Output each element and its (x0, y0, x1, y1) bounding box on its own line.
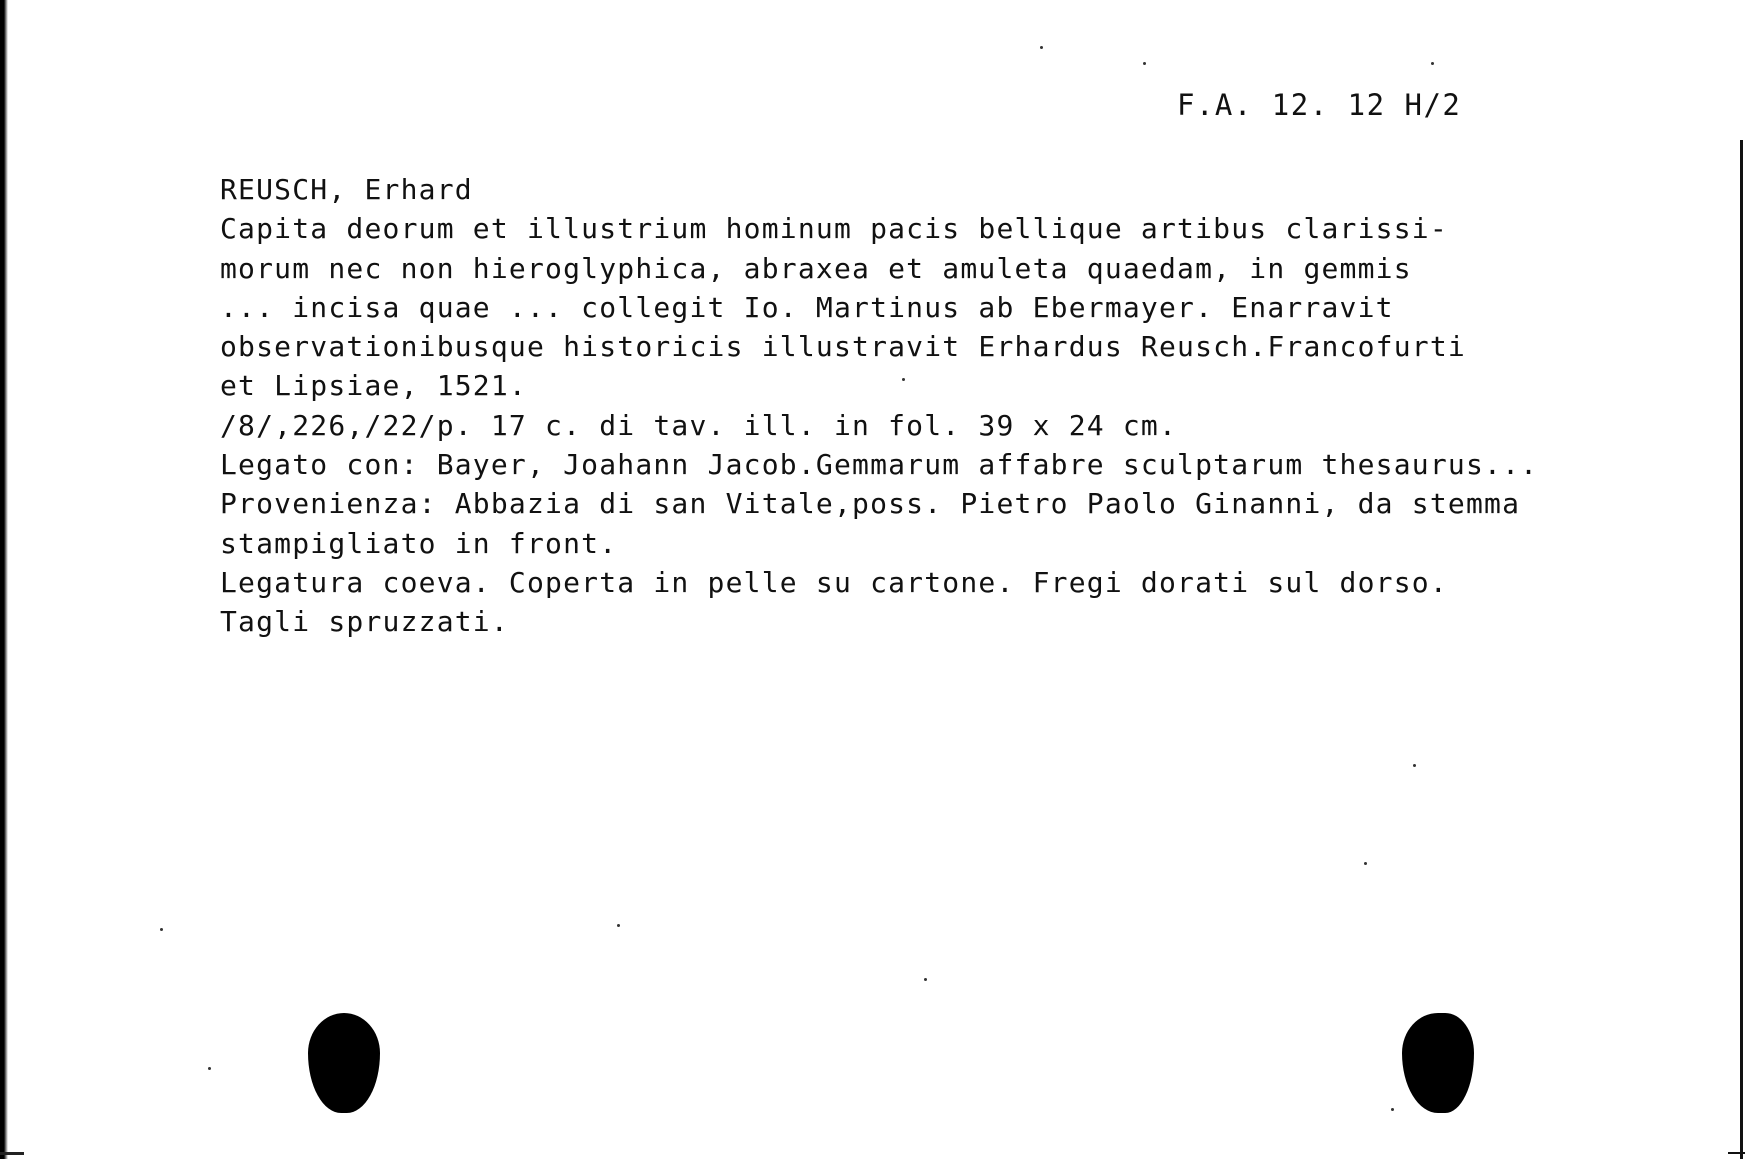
catalog-entry (220, 170, 1538, 642)
title-line: Capita deorum et illustrium hominum pacis bellique artibus clarissi- (220, 212, 1448, 246)
bottom-left-border (0, 1152, 24, 1155)
right-edge-border (1740, 140, 1743, 1159)
author-heading: REUSCH, Erhard (220, 173, 473, 206)
collation-line: /8/,226,/22/p. 17 c. di tav. ill. in fol. 39 x 24 cm. (220, 408, 1178, 442)
dust-speck (1413, 764, 1416, 767)
title-line: morum nec non hieroglyphica, abraxea et amuleta quaedam, in gemmis (220, 251, 1412, 285)
dust-speck (1431, 62, 1434, 65)
title-line: observationibusque historicis illustravit Erhardus Reusch.Francofurti (220, 330, 1466, 364)
punch-hole-left (308, 1013, 380, 1113)
dust-speck (902, 378, 905, 381)
shelfmark: F.A. 12. 12 H/2 (1177, 88, 1462, 122)
provenance-line: stampigliato in front. (220, 526, 618, 560)
dust-speck (617, 924, 620, 927)
title-line: ... incisa quae ... collegit Io. Martinus ab Ebermayer. Enarravit (220, 290, 1394, 324)
dust-speck (1391, 1108, 1394, 1111)
dust-speck (1364, 862, 1367, 865)
binding-note-line: Legatura coeva. Coperta in pelle su cartone. Fregi dorati sul dorso. (220, 565, 1448, 599)
dust-speck (1040, 46, 1043, 49)
dust-speck (1143, 62, 1146, 65)
dust-speck (208, 1067, 211, 1070)
dust-speck (160, 928, 163, 931)
bottom-right-border (1728, 1152, 1745, 1154)
dust-speck (924, 978, 927, 981)
provenance-line: Provenienza: Abbazia di san Vitale,poss. Pietro Paolo Ginanni, da stemma (220, 487, 1521, 521)
bound-with-line: Legato con: Bayer, Joahann Jacob.Gemmarum affabre sculptarum thesaurus... (220, 448, 1539, 482)
left-edge-border (0, 0, 8, 1159)
punch-hole-right (1402, 1013, 1474, 1113)
binding-note-line: Tagli spruzzati. (220, 605, 509, 639)
imprint-line: et Lipsiae, 1521. (220, 369, 527, 403)
